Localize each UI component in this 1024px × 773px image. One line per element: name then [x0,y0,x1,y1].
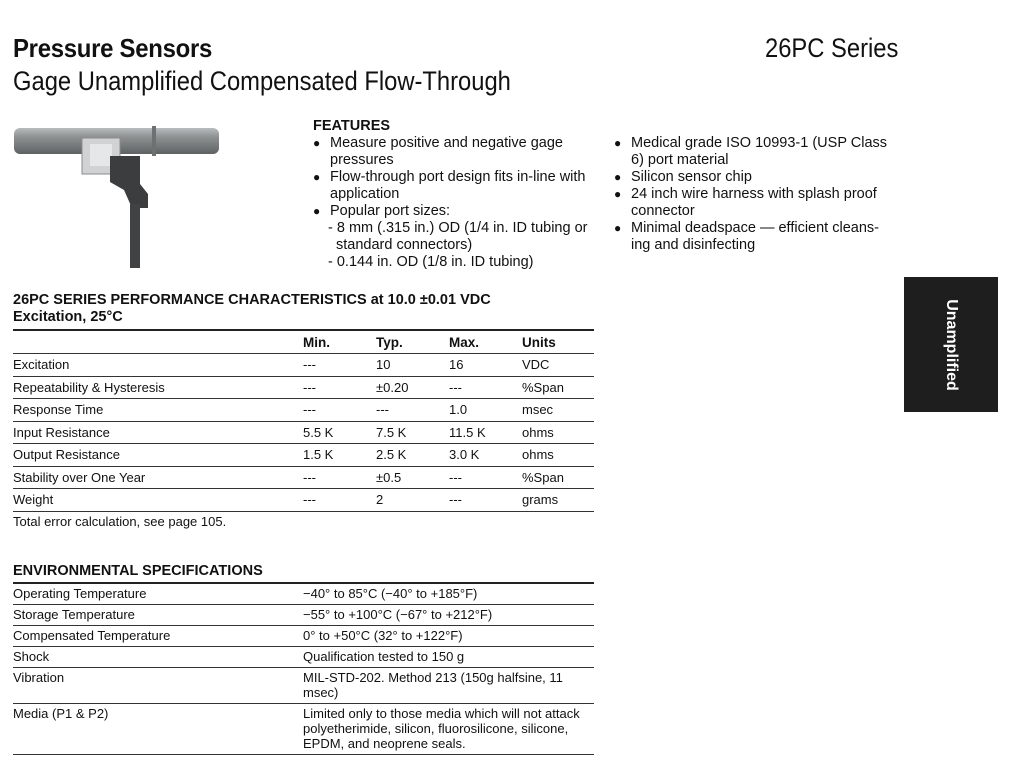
footnote: Total error calculation, see page 105. [13,514,227,529]
spec-value: Qualification tested to 150 g [303,647,594,668]
table-row [13,399,594,422]
table-cell: VDC [522,354,594,377]
features-heading: FEATURES [313,118,391,134]
table-row [13,647,594,668]
table-cell: %Span [522,376,594,399]
performance-heading [13,292,491,326]
spec-label: Operating Temperature [13,583,303,605]
table-cell: 10 [376,354,449,377]
table-cell: 2.5 K [376,444,449,467]
column-header: Max. [449,330,522,354]
table-row [13,376,594,399]
table-row [13,489,594,512]
column-header: Units [522,330,594,354]
feature-item: ● Medical grade ISO 10993-1 (USP Class 6) port material [614,135,894,169]
table-cell: --- [376,399,449,422]
spec-value: −55° to +100°C (−67° to +212°F) [303,605,594,626]
table-cell: 16 [449,354,522,377]
table-cell: --- [303,354,376,377]
environmental-table [13,582,594,755]
performance-table [13,329,594,512]
table-cell: --- [449,376,522,399]
table-cell: 2 [376,489,449,512]
feature-item: ● 24 inch wire harness with splash proof connector [614,186,894,220]
table-row [13,583,594,605]
series-name: 26PC Series [765,33,899,63]
feature-item: ● Silicon sensor chip [614,169,894,186]
table-row [13,354,594,377]
table-row [13,444,594,467]
spec-label: Compensated Temperature [13,626,303,647]
table-cell: --- [449,466,522,489]
table-cell: 3.0 K [449,444,522,467]
table-cell: --- [303,399,376,422]
port-size-item: - 0.144 in. OD (1/8 in. ID tubing) [328,254,534,270]
features-column-1 [313,135,593,271]
table-row [13,605,594,626]
table-cell: 1.0 [449,399,522,422]
spec-label: Storage Temperature [13,605,303,626]
features-section [313,118,913,270]
table-cell: 7.5 K [376,421,449,444]
table-cell: Stability over One Year [13,466,303,489]
performance-heading-line1: 26PC SERIES PERFORMANCE CHARACTERISTICS at 10.0 ±0.01 VDC [13,292,491,308]
table-cell: --- [303,466,376,489]
column-header: Typ. [376,330,449,354]
feature-item: ● Measure positive and negative gage pressures [313,135,593,169]
feature-item: ● Flow-through port design fits in-line with application [313,169,593,203]
table-cell: Response Time [13,399,303,422]
port-size-list [313,220,593,271]
spec-value: MIL-STD-202. Method 213 (150g halfsine, 11 msec) [303,668,594,704]
feature-item: ● Minimal deadspace — efficient cleans-ing and disinfecting [614,220,894,254]
column-header: Min. [303,330,376,354]
column-header [13,330,303,354]
feature-item: ● Popular port sizes: [313,203,593,220]
table-cell: ±0.5 [376,466,449,489]
table-cell: ohms [522,444,594,467]
spec-label: Media (P1 & P2) [13,704,303,755]
table-cell: ohms [522,421,594,444]
table-row [13,466,594,489]
performance-heading-line2: Excitation, 25°C [13,309,123,325]
table-row [13,668,594,704]
page-title: Pressure Sensors [13,33,213,63]
sensor-product-photo [12,118,227,273]
table-cell: --- [303,376,376,399]
table-cell: Repeatability & Hysteresis [13,376,303,399]
table-row [13,704,594,755]
page-subtitle: Gage Unamplified Compensated Flow-Through [13,66,511,96]
table-row [13,421,594,444]
table-cell: Input Resistance [13,421,303,444]
table-cell: 5.5 K [303,421,376,444]
table-cell: 1.5 K [303,444,376,467]
table-cell: Excitation [13,354,303,377]
section-tab [904,277,998,412]
table-cell: 11.5 K [449,421,522,444]
spec-label: Vibration [13,668,303,704]
spec-label: Shock [13,647,303,668]
table-cell: msec [522,399,594,422]
features-column-2 [614,135,894,254]
section-tab-label: Unamplified [943,298,960,391]
spec-value: Limited only to those media which will not attack polyetherimide, silicon, fluorosilicone, silicone, EPDM, and neoprene seals. [303,704,594,755]
table-cell: Output Resistance [13,444,303,467]
environmental-heading: ENVIRONMENTAL SPECIFICATIONS [13,563,263,579]
spec-value: −40° to 85°C (−40° to +185°F) [303,583,594,605]
table-row [13,626,594,647]
port-size-item: - 8 mm (.315 in.) OD (1/4 in. ID tubing or standard connectors) [328,220,588,253]
spec-value: 0° to +50°C (32° to +122°F) [303,626,594,647]
table-cell: grams [522,489,594,512]
table-cell: --- [303,489,376,512]
table-header-row [13,330,594,354]
table-cell: %Span [522,466,594,489]
table-cell: ±0.20 [376,376,449,399]
table-cell: Weight [13,489,303,512]
table-cell: --- [449,489,522,512]
